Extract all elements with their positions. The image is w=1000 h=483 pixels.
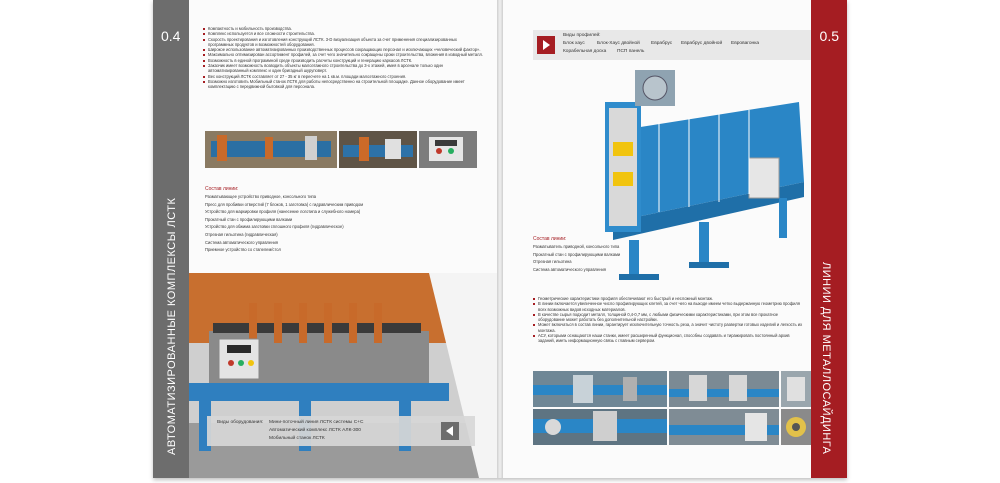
list-item: Компактность и мобильность производства. <box>203 26 483 31</box>
list-item: Прокатный стан с профилирующими валками <box>533 251 621 257</box>
profile-item[interactable]: Еврабрус двойной <box>681 41 723 46</box>
triangle-left-icon <box>441 422 459 440</box>
list-item: В линии включается увеличенное число профилирующих клетей, за счет чего на выходе имеем четко выдержанную геометрию профиля всех возможных видов исходных материалов. <box>533 301 805 312</box>
photo-guillotine <box>533 409 667 445</box>
left-page <box>153 0 497 478</box>
list-item: Комплекс используется и все сложности строительства. <box>203 31 483 36</box>
list-item: Разматыватель приводной, консольного типа <box>533 244 620 249</box>
list-item: Отрезная гильотина (гидравлическая) <box>205 231 278 237</box>
list-item: Прокатный стан с профилирующими валками <box>205 216 293 222</box>
profile-item[interactable]: Еврабрус <box>651 41 673 46</box>
profile-item[interactable]: ПСП панель <box>617 49 645 54</box>
list-item: Разматывающее устройство приводное, консольного типа <box>205 194 316 199</box>
list-item: Вес конструкций ЛСТК составляет от 27 - 35 кг в пересчете на 1 кв.м. площади малоэтажного строения. <box>203 74 483 79</box>
equipment-types-bar <box>207 416 475 446</box>
photo-forming-stands <box>669 371 779 407</box>
right-bullet-list <box>533 296 805 344</box>
equipment-type-item[interactable]: Мобильный станок ЛСТК <box>269 436 325 441</box>
photo-lstk-machine <box>189 273 497 478</box>
profile-item[interactable]: Блок-Хаус двойной <box>597 41 640 46</box>
right-composition-list <box>533 243 663 273</box>
list-item: Приемное устройство со стапелем/стол <box>205 247 281 253</box>
list-item: Устройство для маркировки профиля (нанесение логотипа и служебного номера) <box>205 209 361 215</box>
list-item: Система автоматического управления <box>533 266 606 272</box>
right-vertical-title: ЛИНИИ ДЛЯ МЕТАЛЛОСАЙДИНГА <box>820 262 832 455</box>
equipment-type-item[interactable]: Автоматический комплекс ЛСТК АЛК-300 <box>269 428 361 433</box>
photo-line-overview <box>205 131 337 168</box>
right-composition-title: Состав линии: <box>533 236 567 242</box>
right-page <box>503 0 847 478</box>
prev-arrow-button[interactable] <box>441 422 459 440</box>
list-item: Отрезная гильотина <box>533 259 572 265</box>
photo-rollers <box>533 371 667 407</box>
profile-item[interactable]: Блок хаус <box>563 41 585 46</box>
brochure-spread <box>153 0 847 478</box>
list-item: Возможность в единой программной среде производить расчеты конструкций и генерацию каркасов ЛСТК. <box>203 58 483 63</box>
left-composition-title: Состав линии: <box>205 186 239 192</box>
list-item: Может включаться в состав линии, гарантирует исключительную точность реза, а значит чистоту развертки готовых изделий и легкость их монтажа. <box>533 322 805 333</box>
profiles-label: Виды профилей: <box>563 33 601 38</box>
left-vertical-title: АВТОМАТИЗИРОВАННЫЕ КОМПЛЕКСЫ ЛСТК <box>166 197 178 455</box>
list-item: Максимально оптимизирован ассортимент профилей, за счет чего значительно сокращены сроки строительства, вложения в изводный металл. <box>203 52 483 57</box>
left-page-number: 0.4 <box>161 28 181 44</box>
photo-line-closeup <box>339 131 417 168</box>
list-item: Пресс для пробивки отверстий (7 блоков, 1 заготовка) с гидравлическим приводом <box>205 201 364 207</box>
photo-profile-sample <box>781 371 811 407</box>
list-item: АСУ, которыми оснащаются наши станки, имеет расширенный функционал, способны создавать и тиражировать постоянный архив заданий, иметь информационную связь с главным сервером. <box>533 333 805 344</box>
list-item: Возможно изготовить Мобильный станок ЛСТК для работы непосредственно на строительной площадке. Данное оборудование имеет комплектацию с передвижной бытовкой для персонала. <box>203 79 483 90</box>
photo-roller-detail <box>781 409 811 445</box>
left-composition-list <box>205 193 475 254</box>
next-arrow-button[interactable] <box>537 36 555 54</box>
left-bullet-list <box>203 26 483 90</box>
list-item: В качестве сырья подходит металл, толщиной 0,4-0,7 мм, с любыми физическими характеристиками, при этом все прокатное оборудование может работать без дополнительной настройки. <box>533 312 805 323</box>
equipment-type-item[interactable]: Мини-поточный линия ЛСТК системы С+С <box>269 420 364 425</box>
list-item: Система автоматического управления <box>205 239 278 245</box>
profiles-bar <box>533 30 811 60</box>
equipment-types-label: Виды оборудования: <box>217 420 264 425</box>
list-item: Геометрические характеристики профиля обеспечивают его быстрый и несложный монтаж. <box>533 296 805 301</box>
list-item: Заказчик имеет возможность возводить объекты малоэтажного строительства до 3-х этажей, имея в арсенале только один автоматизированный комплекс и один бригадный шуруповерт. <box>203 63 483 74</box>
profile-item[interactable]: Корабельная доска <box>563 49 607 54</box>
left-composition <box>205 186 475 254</box>
play-icon <box>537 36 555 54</box>
photo-control-cabinet <box>669 409 779 445</box>
photo-control-panel <box>419 131 477 168</box>
list-item: Скорость проектирования и изготовления конструкций ЛСТК. 3-D визуализация объекта за счет применения специализированных программных продуктов и возможностей оборудования. <box>203 37 483 48</box>
profile-item[interactable]: Евровагонка <box>731 41 760 46</box>
right-page-number: 0.5 <box>819 28 839 44</box>
list-item: Широкое использование автоматизированных производственных процессов сокращающих персонал и исключающих «человеческий фактор». <box>203 47 483 52</box>
right-composition <box>533 236 663 273</box>
list-item: Устройство для обжима заготовки сплошного профиля (гидравлическое) <box>205 224 344 230</box>
